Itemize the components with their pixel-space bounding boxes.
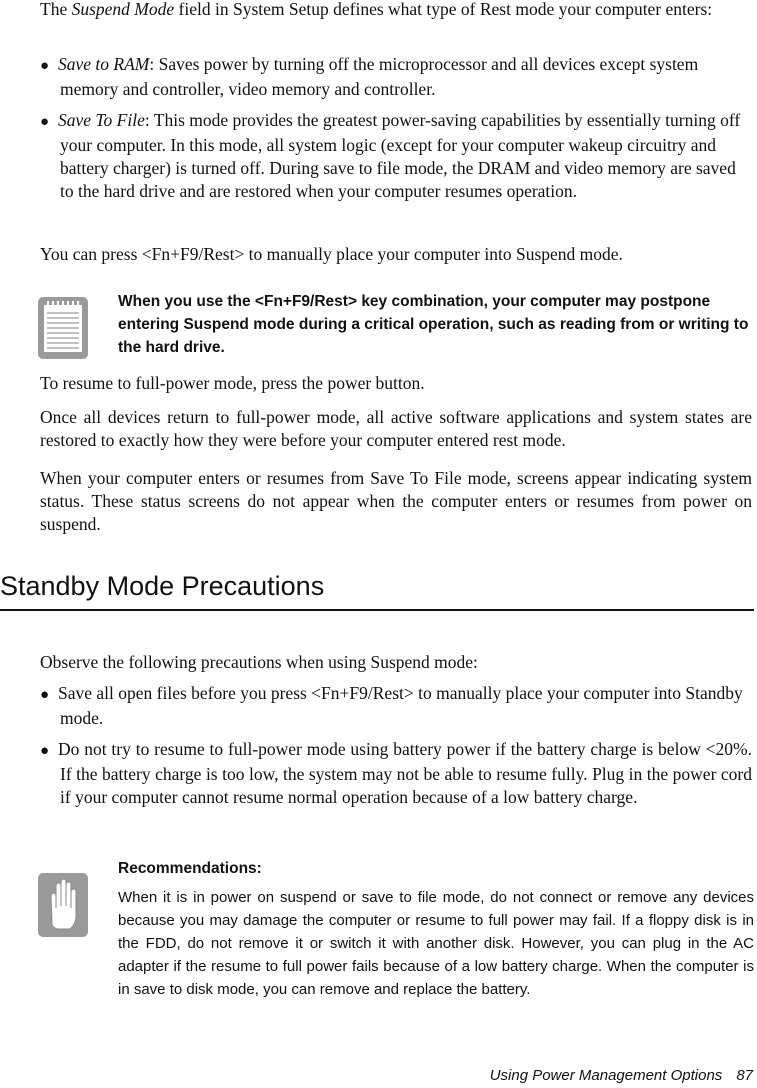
- save-to-file-text: : This mode provides the greatest power-saving capabilities by essentially turning off your computer. In this mode, all system logic (except for your computer wakeup circuitry and battery charger) is turned off. During save to file mode, the DRAM and video memory are saved to the hard drive and are restored when your computer resumes operation.: [60, 110, 741, 201]
- suspend-mode-term: Suspend Mode: [71, 0, 175, 19]
- recommendations-title: Recommendations:: [118, 860, 262, 877]
- section-heading: Standby Mode Precautions: [0, 571, 325, 601]
- precautions-intro: Observe the following precautions when using Suspend mode:: [40, 652, 478, 672]
- list-item: [40, 53, 752, 101]
- chapter-title: Using Power Management Options: [489, 1067, 723, 1084]
- list-item: [40, 109, 752, 203]
- save-to-ram-term: Save to RAM: [58, 54, 150, 74]
- intro-prefix: The: [40, 0, 72, 19]
- list-item: [40, 738, 752, 809]
- manual-suspend-paragraph: You can press <Fn+F9/Rest> to manually place your computer into Suspend mode.: [40, 244, 623, 264]
- heading-rule: [0, 609, 754, 611]
- save-to-ram-text: : Saves power by turning off the microprocessor and all devices except system memory and controller, video memory and controller.: [60, 54, 699, 99]
- bullet-dot: ●: [40, 743, 50, 759]
- notepad-icon: [37, 296, 89, 360]
- intro-paragraph: [40, 0, 752, 21]
- page-number: 87: [736, 1067, 753, 1084]
- precaution-text: Save all open files before you press <Fn+F9/Rest> to manually place your computer into Standby mode.: [58, 683, 743, 728]
- resume-paragraph: To resume to full-power mode, press the power button.: [40, 373, 425, 393]
- save-to-file-term: Save To File: [58, 110, 145, 130]
- list-item: [40, 682, 752, 730]
- status-paragraph: When your computer enters or resumes from Save To File mode, screens appear indicating system status. These status screens do not appear when the computer enters or resumes from power on suspend.: [40, 468, 752, 534]
- page-footer: [490, 1066, 753, 1086]
- bullet-dot: ●: [40, 687, 50, 703]
- restore-paragraph: Once all devices return to full-power mode, all active software applications and system states are restored to exactly how they were before your computer entered rest mode.: [40, 407, 752, 450]
- bullet-dot: ●: [40, 114, 50, 130]
- stop-hand-icon: [37, 872, 89, 938]
- precaution-text: Do not try to resume to full-power mode using battery power if the battery charge is below <20%. If the battery charge is too low, the system may not be able to resume fully. Plug in the power cord if your computer cannot resume normal operation because of a low battery charge.: [58, 739, 752, 807]
- bullet-dot: ●: [40, 58, 50, 74]
- note-text: When you use the <Fn+F9/Rest> key combination, your computer may postpone entering Suspend mode during a critical operation, such as reading from or writing to the hard drive.: [118, 293, 749, 356]
- intro-suffix: field in System Setup defines what type of Rest mode your computer enters:: [174, 0, 713, 19]
- recommendations-body: When it is in power on suspend or save to file mode, do not connect or remove any devices because you may damage the computer or resume to full power may fail. If a floppy disk is in the FDD, do not remove it or switch it with another disk. However, you can plug in the AC adapter if the resume to full power fails because of a low battery charge. When the computer is in save to disk mode, you can remove and replace the battery.: [118, 889, 754, 998]
